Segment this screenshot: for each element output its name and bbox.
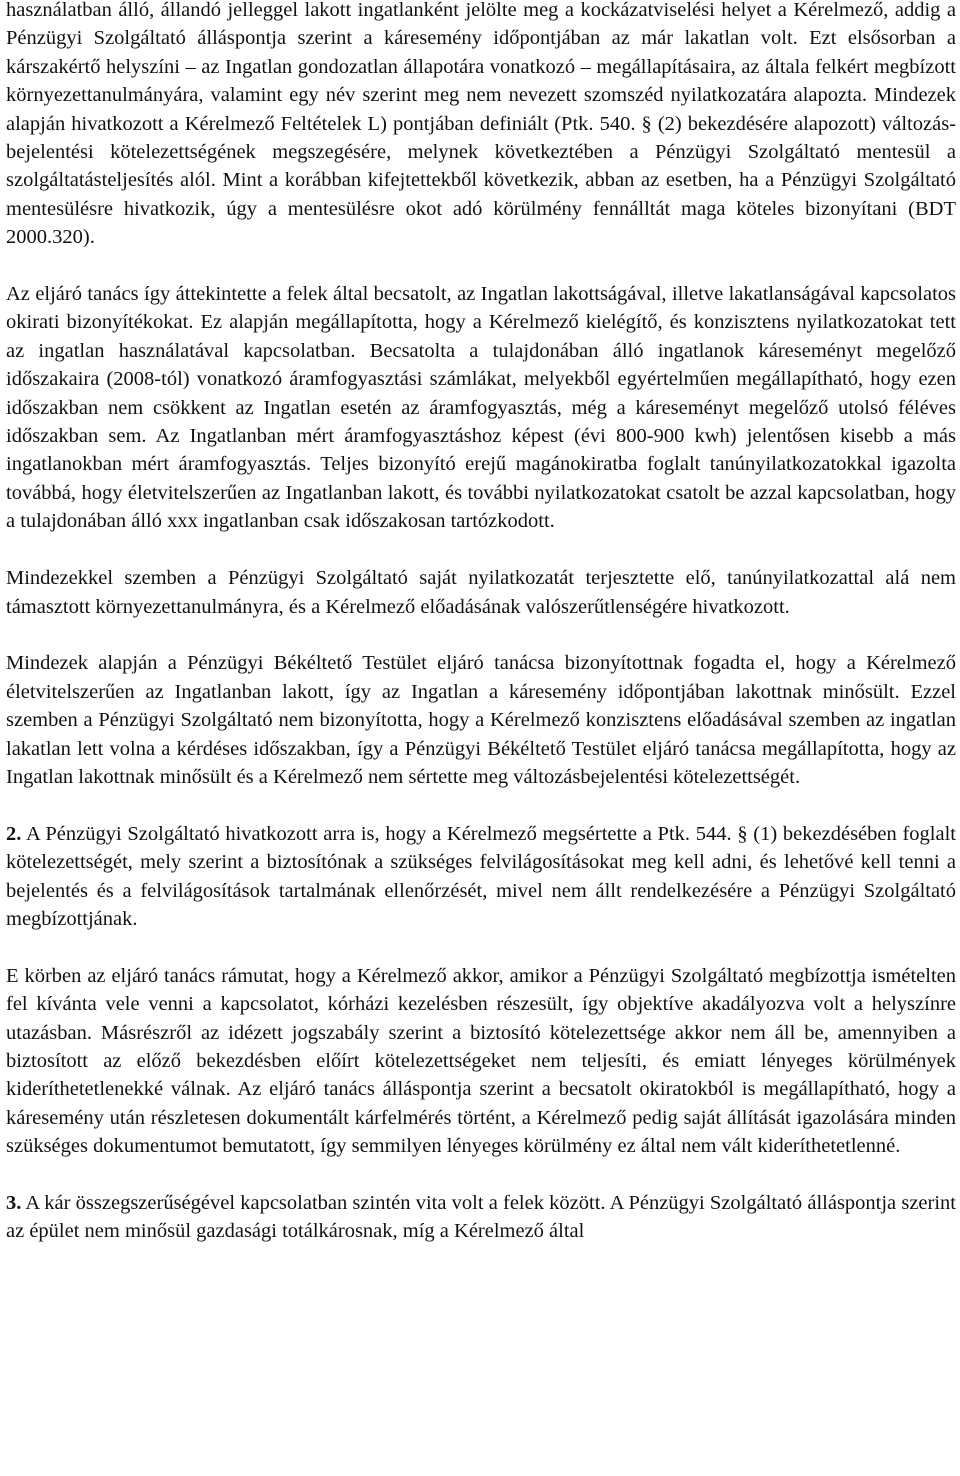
- paragraph-2: [6, 280, 956, 536]
- document-page: [6, 0, 956, 1246]
- paragraph-1: [6, 0, 956, 252]
- paragraph-5: [6, 820, 956, 934]
- paragraph-3-text: Mindezekkel szemben a Pénzügyi Szolgáltató saját nyilatkozatát terjesztette elő, tanúnyilatkozattal alá nem támasztott környezettanulmányra, és a Kérelmező előadásának valószerűtlenségére hivatkozott.: [6, 567, 956, 618]
- paragraph-5-text: A Pénzügyi Szolgáltató hivatkozott arra is, hogy a Kérelmező megsértette a Ptk. 544. § (1) bekezdésében foglalt kötelezettségét, mely szerint a biztosítónak a szükséges felvilágosításokat meg kell adni, és lehetővé kell tenni a bejelentés és a felvilágosítások tartalmának ellenőrzését, mivel nem állt rendelkezésére a Pénzügyi Szolgáltató megbízottjának.: [6, 822, 956, 930]
- section-number-3: 3.: [6, 1191, 22, 1214]
- paragraph-1-text: használatban álló, állandó jelleggel lakott ingatlanként jelölte meg a kockázatviselési helyet a Kérelmező, addig a Pénzügyi Szolgáltató álláspontja szerint a káresemény időpontjában az már lakatlan volt. Ezt elsősorban a kárszakértő helyszíni – az Ingatlan gondozatlan állapotára vonatkozó – megállapításaira, az általa felkért megbízott környezettanulmányára, valamint egy név szerint meg nem nevezett szomszéd nyilatkozatára alapozta. Mindezek alapján hivatkozott a Kérelmező Feltételek L) pontjában definiált (Ptk. 540. § (2) bekezdésére alapozott) változás-bejelentési kötelezettségének megszegésére, melynek következtében a Pénzügyi Szolgáltató mentesül a szolgáltatásteljesítés alól. Mint a korábban kifejtettekből következik, abban az esetben, ha a Pénzügyi Szolgáltató mentesülésre hivatkozik, úgy a mentesülésre okot adó körülmény fennálltát maga köteles bizonyítani (BDT 2000.320).: [6, 0, 956, 249]
- section-number-2: 2.: [6, 822, 22, 845]
- paragraph-2-text: Az eljáró tanács így áttekintette a felek által becsatolt, az Ingatlan lakottságával, illetve lakatlanságával kapcsolatos okirati bizonyítékokat. Ez alapján megállapította, hogy a Kérelmező kielégítő, és konzisztens nyilatkozatokat tett az ingatlan használatával kapcsolatban. Becsatolta a tulajdonában álló ingatlanok káreseményt megelőző időszakaira (2008-tól) vonatkozó áramfogyasztási számlákat, melyekből egyértelműen megállapítható, hogy ezen időszakban nem csökkent az Ingatlan esetén az áramfogyasztás, még a káreseményt megelőző utolsó féléves időszakban sem. Az Ingatlanban mért áramfogyasztáshoz képest (évi 800-900 kwh) jelentősen kisebb a más ingatlanokban mért áramfogyasztás. Teljes bizonyító erejű magánokiratba foglalt tanúnyilatkozatokkal igazolta továbbá, hogy életvitelszerűen az Ingatlanban lakott, és további nyilatkozatokat csatolt be azzal kapcsolatban, hogy a tulajdonában álló xxx ingatlanban csak időszakosan tartózkodott.: [6, 283, 956, 533]
- paragraph-3: [6, 564, 956, 621]
- paragraph-4: [6, 649, 956, 791]
- paragraph-6-text: E körben az eljáró tanács rámutat, hogy a Kérelmező akkor, amikor a Pénzügyi Szolgáltató megbízottja ismételten fel kívánta vele venni a kapcsolatot, kórházi kezelésben részesült, így objektíve akadályozva volt a helyszínre utazásban. Másrészről az idézett jogszabály szerint a biztosító kötelezettsége akkor nem áll be, amennyiben a biztosított az előző bekezdésben előírt kötelezettségeket nem teljesíti, és emiatt lényeges körülmények kideríthetetlenekké válnak. Az eljáró tanács álláspontja szerint a becsatolt okiratokból is megállapítható, hogy a káresemény után részletesen dokumentált kárfelmérés történt, a Kérelmező pedig saját állítását igazolására minden szükséges dokumentumot bemutatott, így semmilyen lényeges körülmény ez által nem vált kideríthetetlenné.: [6, 964, 956, 1158]
- paragraph-7-text: A kár összegszerűségével kapcsolatban szintén vita volt a felek között. A Pénzügyi Szolgáltató álláspontja szerint az épület nem minősül gazdasági totálkárosnak, míg a Kérelmező által: [6, 1191, 956, 1243]
- paragraph-4-text: Mindezek alapján a Pénzügyi Békéltető Testület eljáró tanácsa bizonyítottnak fogadta el, hogy a Kérelmező életvitelszerűen az Ingatlanban lakott, így az Ingatlan a káresemény időpontjában lakottnak minősült. Ezzel szemben a Pénzügyi Szolgáltató nem bizonyította, hogy a Kérelmező konzisztens előadásával szemben az ingatlan lakatlan lett volna a kérdéses időszakban, így a Pénzügyi Békéltető Testület eljáró tanácsa megállapította, hogy az Ingatlan lakottnak minősült és a Kérelmező nem sértette meg változásbejelentési kötelezettségét.: [6, 652, 956, 788]
- paragraph-6: [6, 962, 956, 1161]
- paragraph-7: [6, 1189, 956, 1246]
